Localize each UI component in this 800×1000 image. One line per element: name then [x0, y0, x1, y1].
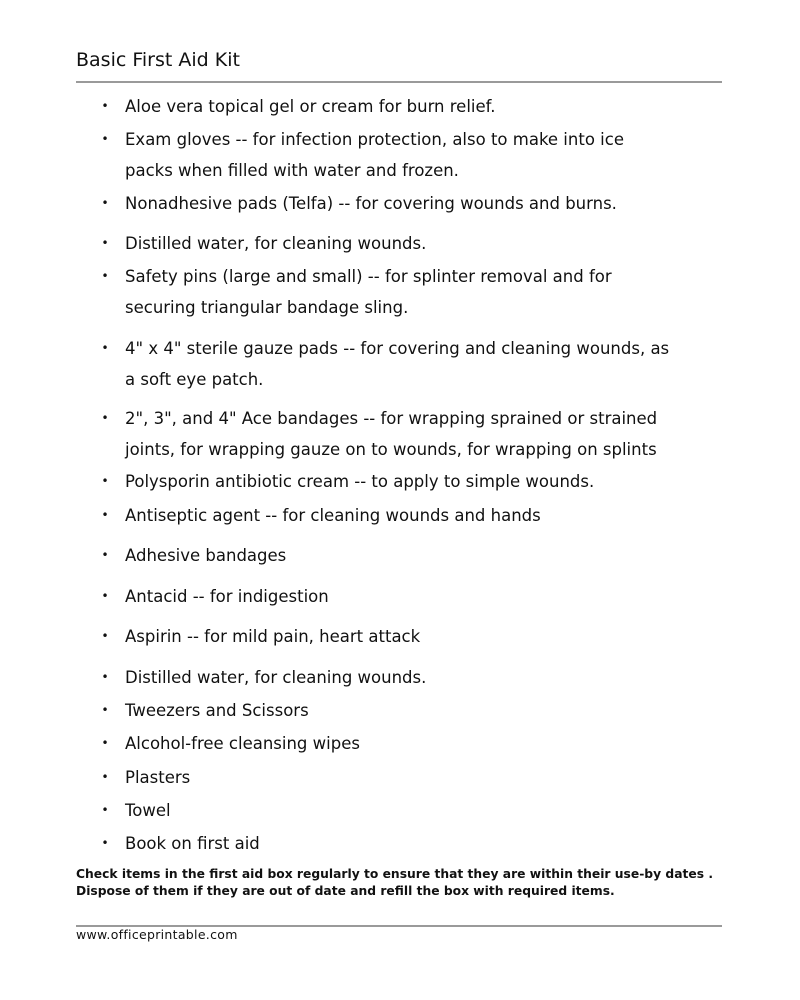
list-item-text: Book on first aid: [125, 834, 260, 853]
bullet-icon: •: [101, 670, 109, 684]
footer-url: www.officeprintable.com: [76, 927, 238, 942]
bullet-icon: •: [101, 770, 109, 784]
list-item-text: Distilled water, for cleaning wounds.: [125, 234, 427, 253]
list-item-text: Tweezers and Scissors: [125, 701, 309, 720]
footer-note: Check items in the first aid box regularly to ensure that they are within their use-by dates . Dispose of them if they are out of date and refill the box with required items.: [76, 867, 713, 898]
title-divider: [76, 81, 722, 83]
bullet-icon: •: [101, 629, 109, 643]
bullet-icon: •: [101, 411, 109, 425]
bullet-icon: •: [101, 703, 109, 717]
bullet-icon: •: [101, 196, 109, 210]
list-item-text: Nonadhesive pads (Telfa) -- for covering wounds and burns.: [125, 194, 617, 213]
bullet-icon: •: [101, 803, 109, 817]
bullet-icon: •: [101, 132, 109, 146]
list-item-text: Plasters: [125, 768, 191, 787]
list-item-text: Antiseptic agent -- for cleaning wounds and hands: [125, 506, 541, 525]
bullet-icon: •: [101, 474, 109, 488]
bullet-icon: •: [101, 341, 109, 355]
bullet-icon: •: [101, 836, 109, 850]
bullet-icon: •: [101, 99, 109, 113]
list-item-text: Towel: [125, 801, 171, 820]
list-item-text: Adhesive bandages: [125, 546, 287, 565]
page-title: Basic First Aid Kit: [76, 49, 240, 71]
bullet-icon: •: [101, 548, 109, 562]
list-item-text: Safety pins (large and small) -- for splinter removal and for securing triangular bandage sling.: [125, 267, 612, 317]
bullet-icon: •: [101, 236, 109, 250]
list-item-text: Aloe vera topical gel or cream for burn relief.: [125, 97, 496, 116]
list-item-text: 4" x 4" sterile gauze pads -- for covering and cleaning wounds, as a soft eye patch.: [125, 339, 670, 389]
bullet-icon: •: [101, 269, 109, 283]
bullet-icon: •: [101, 736, 109, 750]
list-item-text: Alcohol-free cleansing wipes: [125, 734, 360, 753]
bullet-icon: •: [101, 508, 109, 522]
list-item-text: Exam gloves -- for infection protection, also to make into ice packs when filled with water and frozen.: [125, 130, 624, 180]
list-item-text: Antacid -- for indigestion: [125, 587, 329, 606]
bullet-icon: •: [101, 589, 109, 603]
list-item-text: Polysporin antibiotic cream -- to apply to simple wounds.: [125, 472, 595, 491]
list-item-text: Distilled water, for cleaning wounds.: [125, 668, 427, 687]
list-item-text: Aspirin -- for mild pain, heart attack: [125, 627, 421, 646]
list-item-text: 2", 3", and 4" Ace bandages -- for wrapping sprained or strained joints, for wrapping gauze on to wounds, for wrapping on splints: [125, 409, 658, 459]
